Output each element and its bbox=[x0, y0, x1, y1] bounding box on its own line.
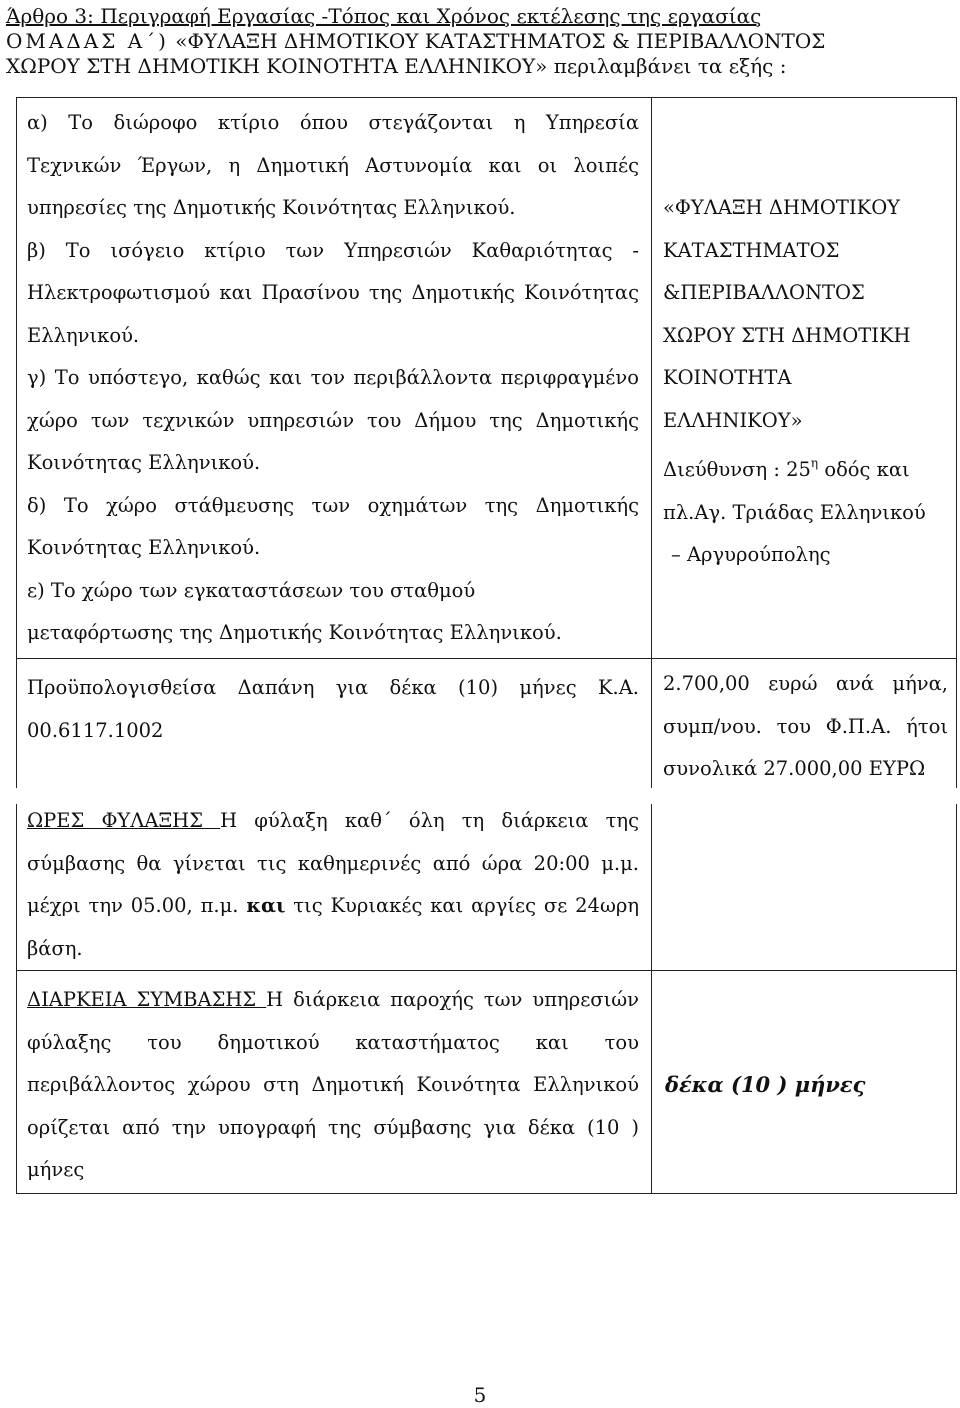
contract-duration-cell bbox=[17, 971, 652, 1194]
list-item: β) Το ισόγειο κτίριο των Υπηρεσιών Καθαριότητας - Ηλεκτροφωτισμού και Πρασίνου της Δημοτικής Κοινότητας Ελληνικού. bbox=[27, 238, 639, 347]
group-heading-continued: ΧΩΡΟΥ ΣΤΗ ΔΗΜΟΤΙΚΗ ΚΟΙΝΟΤΗΤΑ ΕΛΛΗΝΙΚΟΥ» περιλαμβάνει τα εξής : bbox=[6, 54, 787, 78]
group-label: ΟΜΑΔΑΣ Α΄) bbox=[6, 29, 169, 53]
address-line bbox=[663, 442, 948, 492]
article-title: Άρθρο 3: Περιγραφή Εργασίας -Τόπος και Χρόνος εκτέλεσης της εργασίας bbox=[6, 4, 762, 28]
budget-value: 2.700,00 ευρώ ανά μήνα, συμπ/νου. του Φ.Π.Α. ήτοι συνολικά 27.000,00 ΕΥΡΩ bbox=[663, 672, 948, 780]
group-text: «ΦΥΛΑΞΗ ΔΗΜΟΤΙΚΟΥ ΚΑΤΑΣΤΗΜΑΤΟΣ & ΠΕΡΙΒΑΛΛΟΝΤΟΣ bbox=[168, 29, 826, 53]
article-header bbox=[6, 4, 956, 79]
address-line: πλ.Αγ. Τριάδας Ελληνικού bbox=[663, 500, 926, 524]
guard-hours-text: ΩΡΕΣ ΦΥΛΑΞΗΣ Η φύλαξη καθ΄ όλη τη διάρκεια της σύμβασης θα γίνεται τις καθημερινές από ώρα 20:00 μ.μ. μέχρι την 05.00, π.μ. και τις Κυριακές και αργίες σε 24ωρη βάση. bbox=[27, 809, 640, 960]
table-row bbox=[17, 98, 957, 659]
guard-hours-value-cell bbox=[652, 792, 957, 971]
location-cell bbox=[652, 98, 957, 659]
list-item-continued: μεταφόρτωσης της Δημοτικής Κοινότητας Ελληνικού. bbox=[27, 621, 562, 644]
location-line: ΚΟΙΝΟΤΗΤΑ bbox=[663, 366, 792, 389]
list-item: α) Το διώροφο κτίριο όπου στεγάζονται η Υπηρεσία Τεχνικών Έργων, η Δημοτική Αστυνομία και οι λοιπές υπηρεσίες της Δημοτικής Κοινότητας Ελληνικού. bbox=[27, 111, 639, 219]
budget-text: Προϋπολογισθείσα Δαπάνη για δέκα (10) μήνες Κ.Α. 00.6117.1002 bbox=[27, 676, 639, 742]
location-line: ΧΩΡΟΥ ΣΤΗ ΔΗΜΟΤΙΚΗ bbox=[663, 323, 911, 347]
address-suffix: οδός και bbox=[818, 458, 910, 481]
contract-duration-label: ΔΙΑΡΚΕΙΑ ΣΥΜΒΑΣΗΣ bbox=[27, 988, 267, 1011]
group-heading bbox=[6, 29, 956, 54]
guard-hours-cell bbox=[17, 792, 652, 971]
address-superscript: η bbox=[810, 456, 819, 470]
table-row bbox=[17, 971, 957, 1194]
location-line: ΚΑΤΑΣΤΗΜΑΤΟΣ bbox=[663, 238, 840, 262]
page-number: 5 bbox=[473, 1383, 487, 1407]
list-item: δ) Το χώρο στάθμευσης των οχημάτων της Δημοτικής Κοινότητας Ελληνικού. bbox=[27, 493, 639, 559]
budget-value-cell bbox=[652, 659, 957, 792]
list-item: ε) Το χώρο των εγκαταστάσεων του σταθμού bbox=[27, 578, 476, 602]
location-line: «ΦΥΛΑΞΗ ΔΗΜΟΤΙΚΟΥ bbox=[663, 196, 901, 219]
table-row bbox=[17, 659, 957, 792]
location-line: &ΠΕΡΙΒΑΛΛΟΝΤΟΣ bbox=[663, 281, 865, 304]
location-line: ΕΛΛΗΝΙΚΟΥ» bbox=[663, 408, 803, 432]
table-row bbox=[17, 792, 957, 971]
premises-list-cell bbox=[17, 98, 652, 659]
budget-description-cell bbox=[17, 659, 652, 792]
work-description-table bbox=[16, 97, 957, 1194]
list-item: γ) Το υπόστεγο, καθώς και τον περιβάλλοντα περιφραγμένο χώρο των τεχνικών υπηρεσιών του Δήμου της Δημοτικής Κοινότητας Ελληνικού. bbox=[27, 366, 639, 474]
contract-duration-value: δέκα (10 ) μήνες bbox=[665, 1071, 866, 1097]
guard-hours-label: ΩΡΕΣ ΦΥΛΑΞΗΣ bbox=[27, 809, 221, 832]
address-prefix: Διεύθυνση : 25 bbox=[663, 458, 811, 481]
contract-duration-text: ΔΙΑΡΚΕΙΑ ΣΥΜΒΑΣΗΣ Η διάρκεια παροχής των υπηρεσιών φύλαξης του δημοτικού καταστήματος και του περιβάλλοντος χώρου στη Δημοτική Κοινότητα Ελληνικού ορίζεται από την υπογραφή της σύμβασης για δέκα (10 ) μήνες bbox=[27, 988, 640, 1181]
table-gap bbox=[16, 788, 957, 804]
address-line: – Αργυρούπολης bbox=[671, 543, 831, 566]
contract-duration-value-cell bbox=[652, 971, 957, 1194]
